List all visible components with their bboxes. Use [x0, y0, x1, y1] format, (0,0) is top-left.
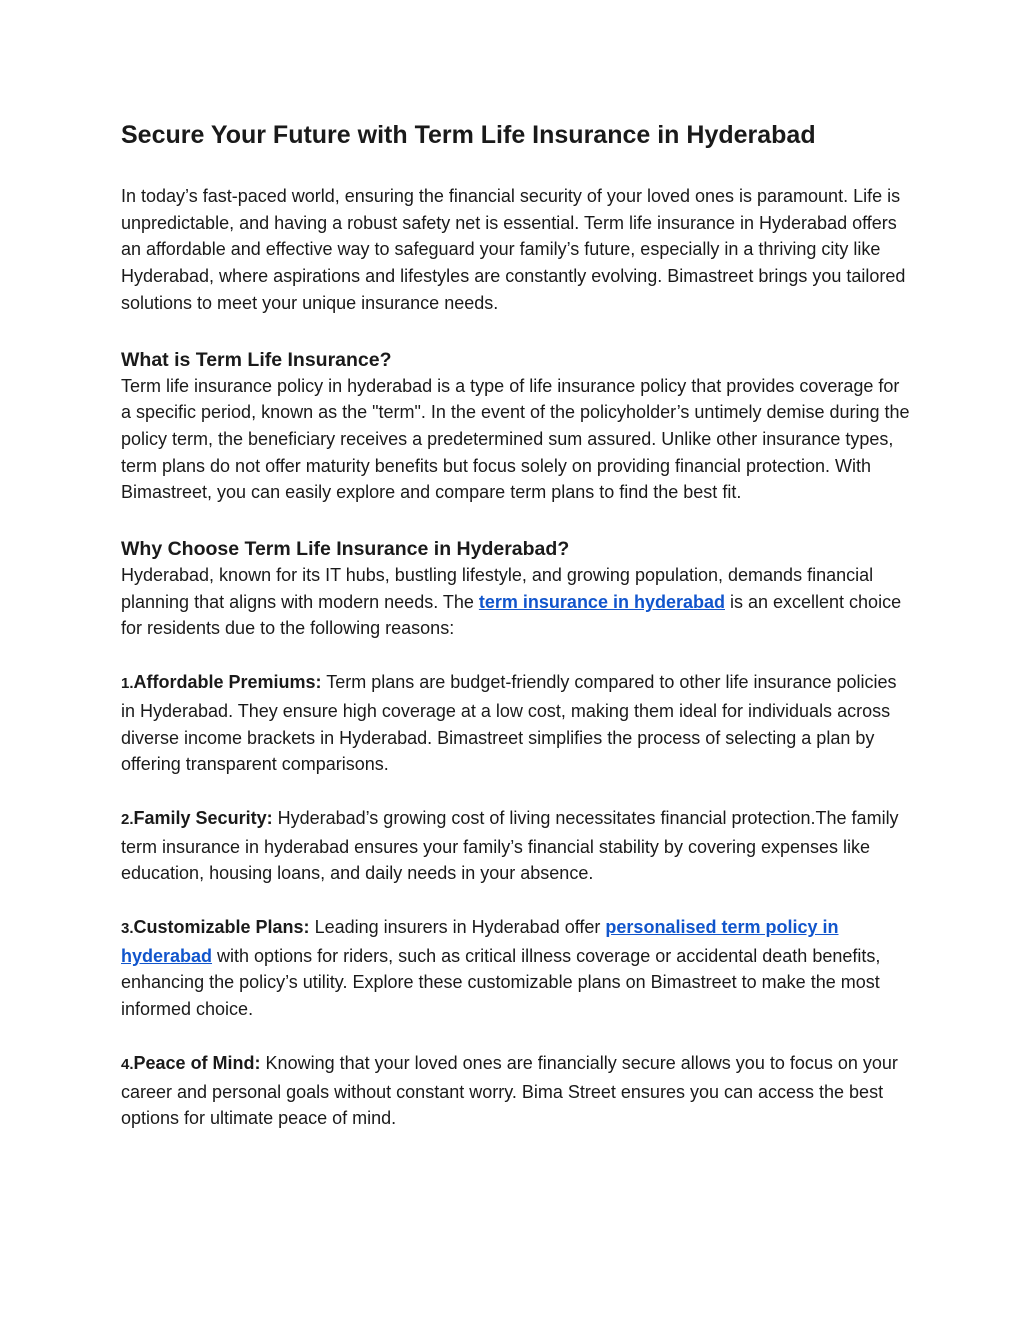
list-number: 2.	[121, 810, 134, 828]
list-item-lead: Family Security:	[133, 807, 273, 828]
list-item-lead: Customizable Plans:	[133, 917, 310, 938]
section-body-what-is: Term life insurance policy in hyderabad is a type of life insurance policy that provides coverage for a specific period, known as the "term". In the event of the policyholder’s untimely demise during the policy term, the beneficiary receives a predetermined sum assured. Unlike other insurance types, term plans do not offer maturity benefits but focus solely on providing financial protection. With Bimastreet, you can easily explore and compare term plans to find the best fit.	[121, 375, 910, 503]
list-item	[121, 669, 911, 778]
list-item-lead: Affordable Premiums:	[133, 672, 322, 693]
list-item-text: with options for riders, such as critical illness coverage or accidental death benefits, enhancing the policy’s utility. Explore these customizable plans on Bimastreet to make the most informed choice.	[121, 945, 881, 1020]
list-item-text: Term plans are budget-friendly compared to other life insurance policies in Hyderabad. They ensure high coverage at a low cost, making them ideal for individuals across diverse income brackets in Hyderabad. Bimastreet simplifies the process of selecting a plan by offering transparent comparisons.	[121, 672, 897, 775]
list-item-text: Leading insurers in Hyderabad offer	[309, 917, 606, 938]
list-number: 4.	[121, 1055, 134, 1073]
list-number: 1.	[121, 675, 134, 693]
list-item	[121, 914, 911, 1023]
list-item-text: Hyderabad’s growing cost of living necessitates financial protection.The family term insurance in hyderabad ensures your family’s financial stability by covering expenses like education, housing loans, and daily needs in your absence.	[121, 807, 899, 884]
list-item	[121, 1050, 911, 1132]
section-heading-why-choose: Why Choose Term Life Insurance in Hyderabad?	[121, 538, 570, 561]
list-item-text: Knowing that your loved ones are financially secure allows you to focus on your career and personal goals without constant worry. Bima Street ensures you can access the best options for ultimate peace of mind.	[121, 1052, 898, 1129]
body-text: Hyderabad, known for its IT hubs, bustling lifestyle, and growing population, demands financial planning that aligns with modern needs. The	[121, 565, 874, 612]
intro-paragraph: In today’s fast-paced world, ensuring the financial security of your loved ones is paramount. Life is unpredictable, and having a robust safety net is essential. Term life insurance in Hyderabad offers an affordable and effective way to safeguard your family’s future, especially in a thriving city like Hyderabad, where aspirations and lifestyles are constantly evolving. Bimastreet brings you tailored solutions to meet your unique insurance needs.	[121, 186, 906, 313]
term-insurance-link[interactable]: term insurance in hyderabad	[478, 591, 725, 612]
list-item	[121, 805, 911, 887]
section-body-why-choose	[121, 562, 911, 642]
section-heading-what-is: What is Term Life Insurance?	[121, 348, 392, 371]
list-number: 3.	[121, 920, 134, 938]
personalised-term-policy-link[interactable]: personalised term policy in hyderabad	[121, 917, 839, 966]
document-page	[121, 118, 911, 1132]
body-text: is an excellent choice for residents due to the following reasons:	[121, 591, 902, 639]
list-item-lead: Peace of Mind:	[133, 1052, 261, 1073]
page-title: Secure Your Future with Term Life Insurance in Hyderabad	[121, 121, 816, 149]
